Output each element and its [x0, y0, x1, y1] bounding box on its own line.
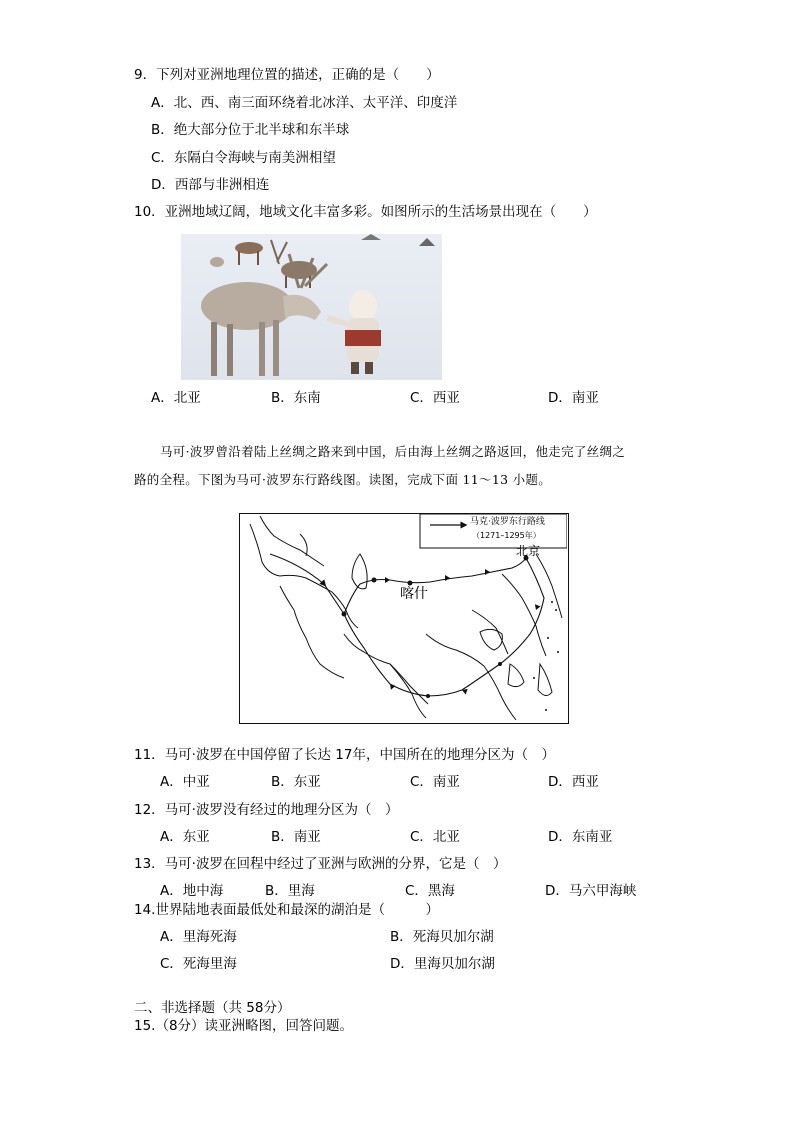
reindeer-photo — [181, 234, 442, 380]
q12-stem: 12．马可·波罗没有经过的地理分区为（ ） — [134, 802, 399, 818]
q11-option-a: A．中亚 — [160, 774, 210, 790]
q9-option-b: B．绝大部分位于北半球和东半球 — [151, 122, 350, 138]
q9-option-a: A．北、西、南三面环绕着北冰洋、太平洋、印度洋 — [151, 95, 458, 111]
map-label-kashgar: 喀什 — [400, 586, 428, 602]
q10-stem: 10．亚洲地域辽阔，地域文化丰富多彩。如图所示的生活场景出现在（ ） — [134, 204, 597, 220]
q11-option-b: B．东亚 — [271, 774, 321, 790]
marco-polo-route-map — [239, 513, 569, 724]
q9-option-c: C．东隔白令海峡与南美洲相望 — [151, 150, 336, 166]
q13-stem: 13．马可·波罗在回程中经过了亚洲与欧洲的分界，它是（ ） — [134, 856, 507, 872]
q13-option-a: A．地中海 — [160, 883, 224, 899]
q15-stem: 15.（8分）读亚洲略图，回答问题。 — [134, 1018, 354, 1034]
q11-option-d: D．西亚 — [548, 774, 599, 790]
q9-option-d: D．西部与非洲相连 — [151, 177, 270, 193]
q13-option-d: D．马六甲海峡 — [545, 883, 637, 899]
q14-option-d: D．里海贝加尔湖 — [390, 956, 495, 972]
q11-option-c: C．南亚 — [410, 774, 460, 790]
intro-line-1: 马可·波罗曾沿着陆上丝绸之路来到中国，后由海上丝绸之路返回，他走完了丝绸之 — [160, 444, 626, 459]
q13-option-b: B．里海 — [265, 883, 315, 899]
q12-option-b: B．南亚 — [271, 829, 321, 845]
q10-option-c: C．西亚 — [410, 390, 460, 406]
q10-option-a: A．北亚 — [151, 390, 201, 406]
map-label-beijing: 北京 — [516, 544, 541, 558]
q9-stem: 9．下列对亚洲地理位置的描述，正确的是（ ） — [134, 67, 440, 83]
q12-option-d: D．东南亚 — [548, 829, 613, 845]
q14-option-c: C．死海里海 — [160, 956, 237, 972]
q11-stem: 11．马可·波罗在中国停留了长达 17年，中国所在的地理分区为（ ） — [134, 747, 555, 763]
q12-option-a: A．东亚 — [160, 829, 210, 845]
q14-option-a: A．里海死海 — [160, 929, 237, 945]
q13-option-c: C．黑海 — [405, 883, 455, 899]
q10-option-b: B．东南 — [271, 390, 321, 406]
map-legend-years: （1271–1295年） — [472, 531, 541, 540]
q14-option-b: B．死海贝加尔湖 — [390, 929, 494, 945]
q12-option-c: C．北亚 — [410, 829, 460, 845]
intro-line-2: 路的全程。下图为马可·波罗东行路线图。读图，完成下面 11～13 小题。 — [134, 472, 552, 487]
map-legend-title: 马克·波罗东行路线 — [470, 517, 545, 527]
section-2-heading: 二、非选择题（共 58分） — [134, 1000, 291, 1016]
q14-stem: 14.世界陆地表面最低处和最深的湖泊是（ ） — [134, 902, 439, 918]
q10-option-d: D．南亚 — [548, 390, 599, 406]
